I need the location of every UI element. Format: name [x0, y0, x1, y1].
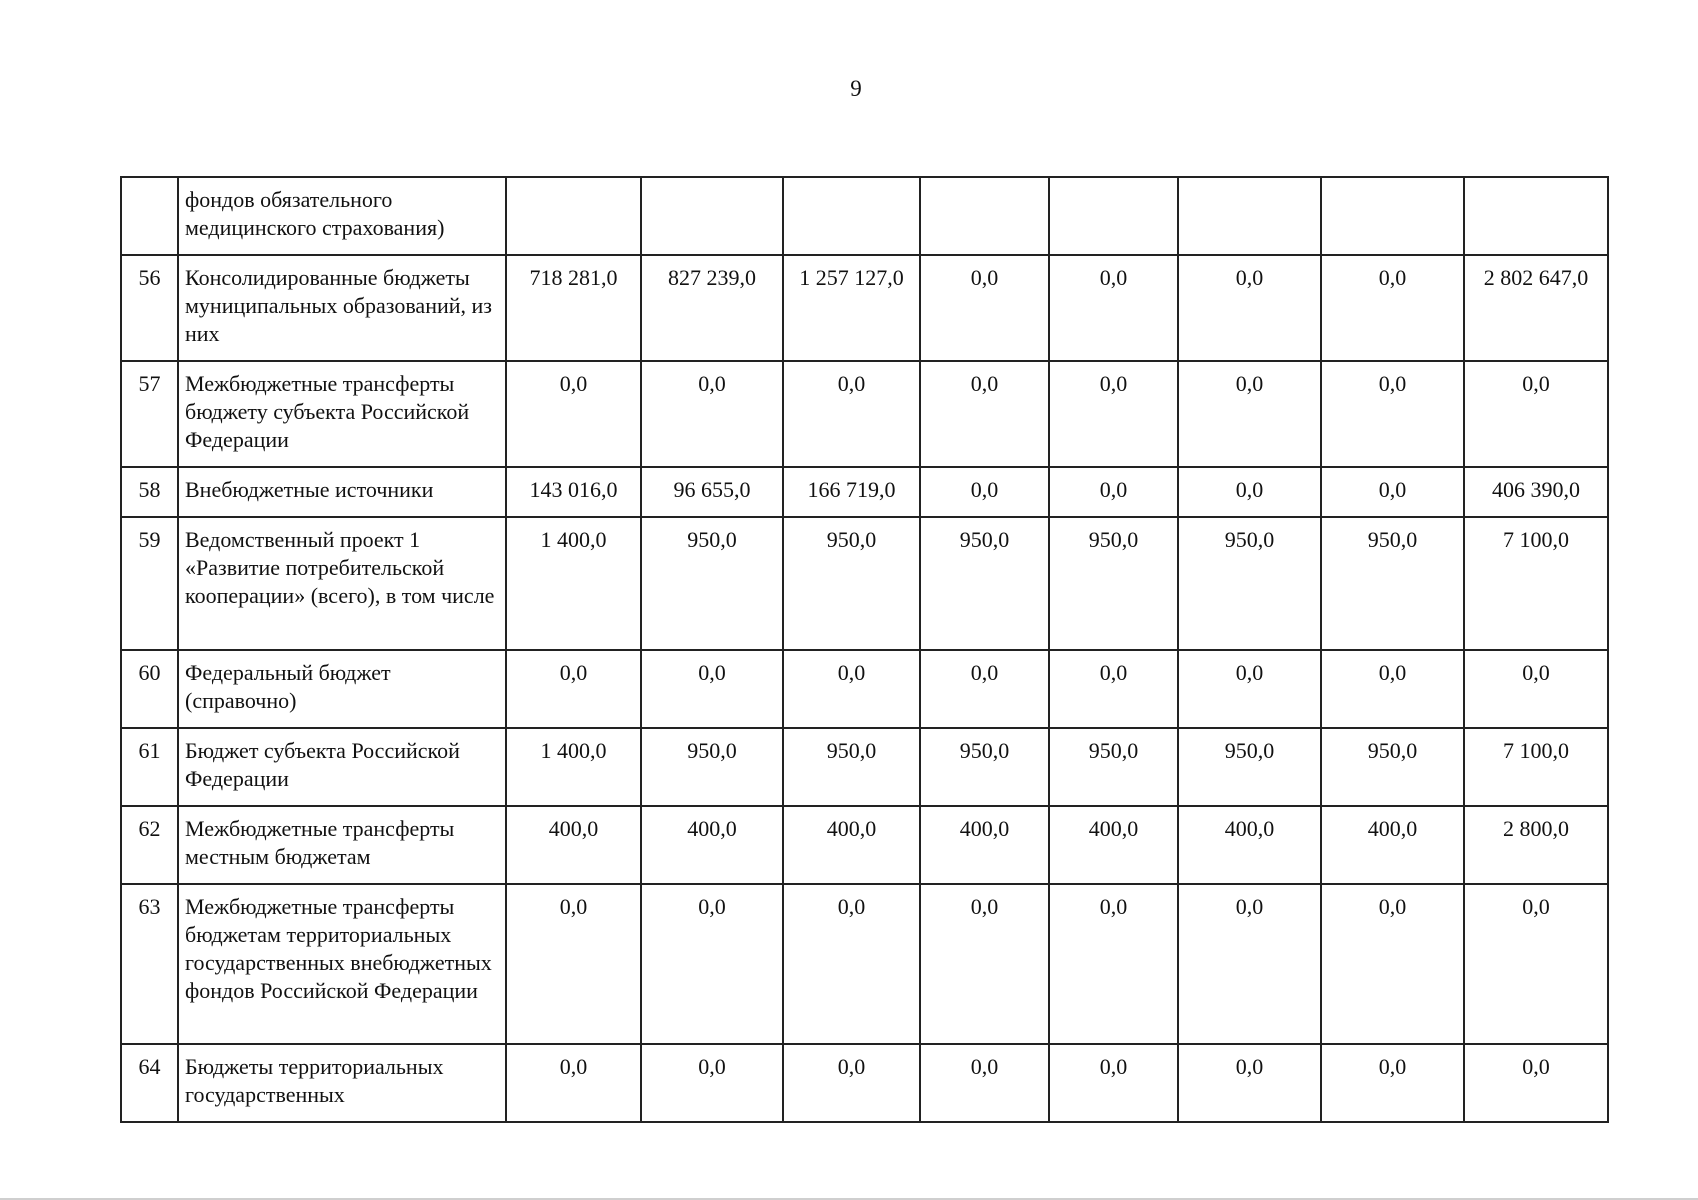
value-cell	[1178, 177, 1321, 255]
budget-table-container	[120, 176, 1609, 1123]
value-cell: 0,0	[641, 650, 783, 728]
row-number-cell: 57	[121, 361, 178, 467]
value-cell	[1049, 177, 1178, 255]
value-cell: 0,0	[1178, 650, 1321, 728]
value-cell: 718 281,0	[506, 255, 641, 361]
table-row	[121, 884, 1608, 1044]
value-cell: 0,0	[1049, 650, 1178, 728]
value-cell: 406 390,0	[1464, 467, 1608, 517]
value-cell: 0,0	[920, 1044, 1049, 1122]
value-cell: 96 655,0	[641, 467, 783, 517]
value-cell: 7 100,0	[1464, 517, 1608, 650]
value-cell: 0,0	[920, 255, 1049, 361]
value-cell: 0,0	[506, 650, 641, 728]
value-cell	[1321, 177, 1464, 255]
value-cell: 950,0	[641, 728, 783, 806]
value-cell: 950,0	[920, 517, 1049, 650]
table-row	[121, 255, 1608, 361]
value-cell: 950,0	[1321, 728, 1464, 806]
row-number-cell: 59	[121, 517, 178, 650]
value-cell: 0,0	[1321, 1044, 1464, 1122]
value-cell: 0,0	[1178, 467, 1321, 517]
row-number-cell: 60	[121, 650, 178, 728]
value-cell: 0,0	[506, 1044, 641, 1122]
value-cell: 950,0	[920, 728, 1049, 806]
value-cell: 0,0	[1178, 884, 1321, 1044]
row-number-cell: 62	[121, 806, 178, 884]
value-cell: 950,0	[783, 517, 920, 650]
value-cell: 0,0	[641, 884, 783, 1044]
value-cell: 0,0	[1321, 255, 1464, 361]
value-cell: 950,0	[641, 517, 783, 650]
value-cell: 0,0	[1464, 650, 1608, 728]
value-cell: 0,0	[1321, 467, 1464, 517]
table-body	[121, 177, 1608, 1122]
value-cell	[641, 177, 783, 255]
value-cell: 827 239,0	[641, 255, 783, 361]
row-number-cell: 58	[121, 467, 178, 517]
row-label-cell: Бюджеты территориальных государственных	[178, 1044, 506, 1122]
value-cell: 0,0	[1049, 1044, 1178, 1122]
row-number-cell: 61	[121, 728, 178, 806]
row-label-cell: Ведомственный проект 1 «Развитие потребительской кооперации» (всего), в том числе	[178, 517, 506, 650]
value-cell: 0,0	[641, 1044, 783, 1122]
value-cell: 0,0	[1049, 467, 1178, 517]
value-cell: 2 802 647,0	[1464, 255, 1608, 361]
row-number-cell: 56	[121, 255, 178, 361]
value-cell: 1 400,0	[506, 728, 641, 806]
value-cell: 0,0	[1049, 255, 1178, 361]
value-cell: 0,0	[1178, 255, 1321, 361]
value-cell: 950,0	[1321, 517, 1464, 650]
row-label-cell: Бюджет субъекта Российской Федерации	[178, 728, 506, 806]
row-number-cell	[121, 177, 178, 255]
value-cell: 400,0	[1321, 806, 1464, 884]
value-cell: 1 400,0	[506, 517, 641, 650]
value-cell: 0,0	[1178, 1044, 1321, 1122]
value-cell: 400,0	[1178, 806, 1321, 884]
value-cell: 2 800,0	[1464, 806, 1608, 884]
row-label-cell: Федеральный бюджет (справочно)	[178, 650, 506, 728]
row-label-cell: Межбюджетные трансферты бюджетам территориальных государственных внебюджетных фондов Российской Федерации	[178, 884, 506, 1044]
table-row	[121, 467, 1608, 517]
value-cell: 0,0	[783, 361, 920, 467]
value-cell: 0,0	[1178, 361, 1321, 467]
value-cell: 0,0	[1321, 361, 1464, 467]
row-label-cell: Межбюджетные трансферты бюджету субъекта Российской Федерации	[178, 361, 506, 467]
value-cell: 0,0	[920, 650, 1049, 728]
value-cell: 0,0	[920, 884, 1049, 1044]
row-number-cell: 63	[121, 884, 178, 1044]
row-label-cell: фондов обязательного медицинского страхования)	[178, 177, 506, 255]
table-row	[121, 361, 1608, 467]
table-row	[121, 650, 1608, 728]
value-cell: 1 257 127,0	[783, 255, 920, 361]
value-cell: 0,0	[1464, 361, 1608, 467]
value-cell	[1464, 177, 1608, 255]
value-cell	[920, 177, 1049, 255]
value-cell: 0,0	[920, 467, 1049, 517]
table-row	[121, 1044, 1608, 1122]
value-cell: 166 719,0	[783, 467, 920, 517]
table-row	[121, 517, 1608, 650]
page-number: 9	[850, 76, 862, 101]
row-number-cell: 64	[121, 1044, 178, 1122]
value-cell: 0,0	[1321, 884, 1464, 1044]
row-label-cell: Межбюджетные трансферты местным бюджетам	[178, 806, 506, 884]
value-cell: 400,0	[783, 806, 920, 884]
value-cell: 0,0	[783, 650, 920, 728]
value-cell: 0,0	[1049, 884, 1178, 1044]
value-cell: 0,0	[783, 1044, 920, 1122]
value-cell: 0,0	[783, 884, 920, 1044]
value-cell: 0,0	[1464, 1044, 1608, 1122]
table-row	[121, 728, 1608, 806]
value-cell: 0,0	[1321, 650, 1464, 728]
value-cell: 0,0	[1049, 361, 1178, 467]
value-cell: 0,0	[1464, 884, 1608, 1044]
budget-table	[120, 176, 1609, 1123]
table-row	[121, 177, 1608, 255]
value-cell: 950,0	[1178, 517, 1321, 650]
row-label-cell: Внебюджетные источники	[178, 467, 506, 517]
value-cell	[506, 177, 641, 255]
value-cell: 950,0	[1049, 728, 1178, 806]
value-cell: 950,0	[1178, 728, 1321, 806]
value-cell: 0,0	[506, 884, 641, 1044]
value-cell: 950,0	[1049, 517, 1178, 650]
value-cell	[783, 177, 920, 255]
value-cell: 400,0	[1049, 806, 1178, 884]
row-label-cell: Консолидированные бюджеты муниципальных образований, из них	[178, 255, 506, 361]
value-cell: 400,0	[506, 806, 641, 884]
value-cell: 400,0	[920, 806, 1049, 884]
table-row	[121, 806, 1608, 884]
value-cell: 0,0	[920, 361, 1049, 467]
value-cell: 400,0	[641, 806, 783, 884]
value-cell: 143 016,0	[506, 467, 641, 517]
value-cell: 950,0	[783, 728, 920, 806]
value-cell: 0,0	[641, 361, 783, 467]
value-cell: 0,0	[506, 361, 641, 467]
value-cell: 7 100,0	[1464, 728, 1608, 806]
